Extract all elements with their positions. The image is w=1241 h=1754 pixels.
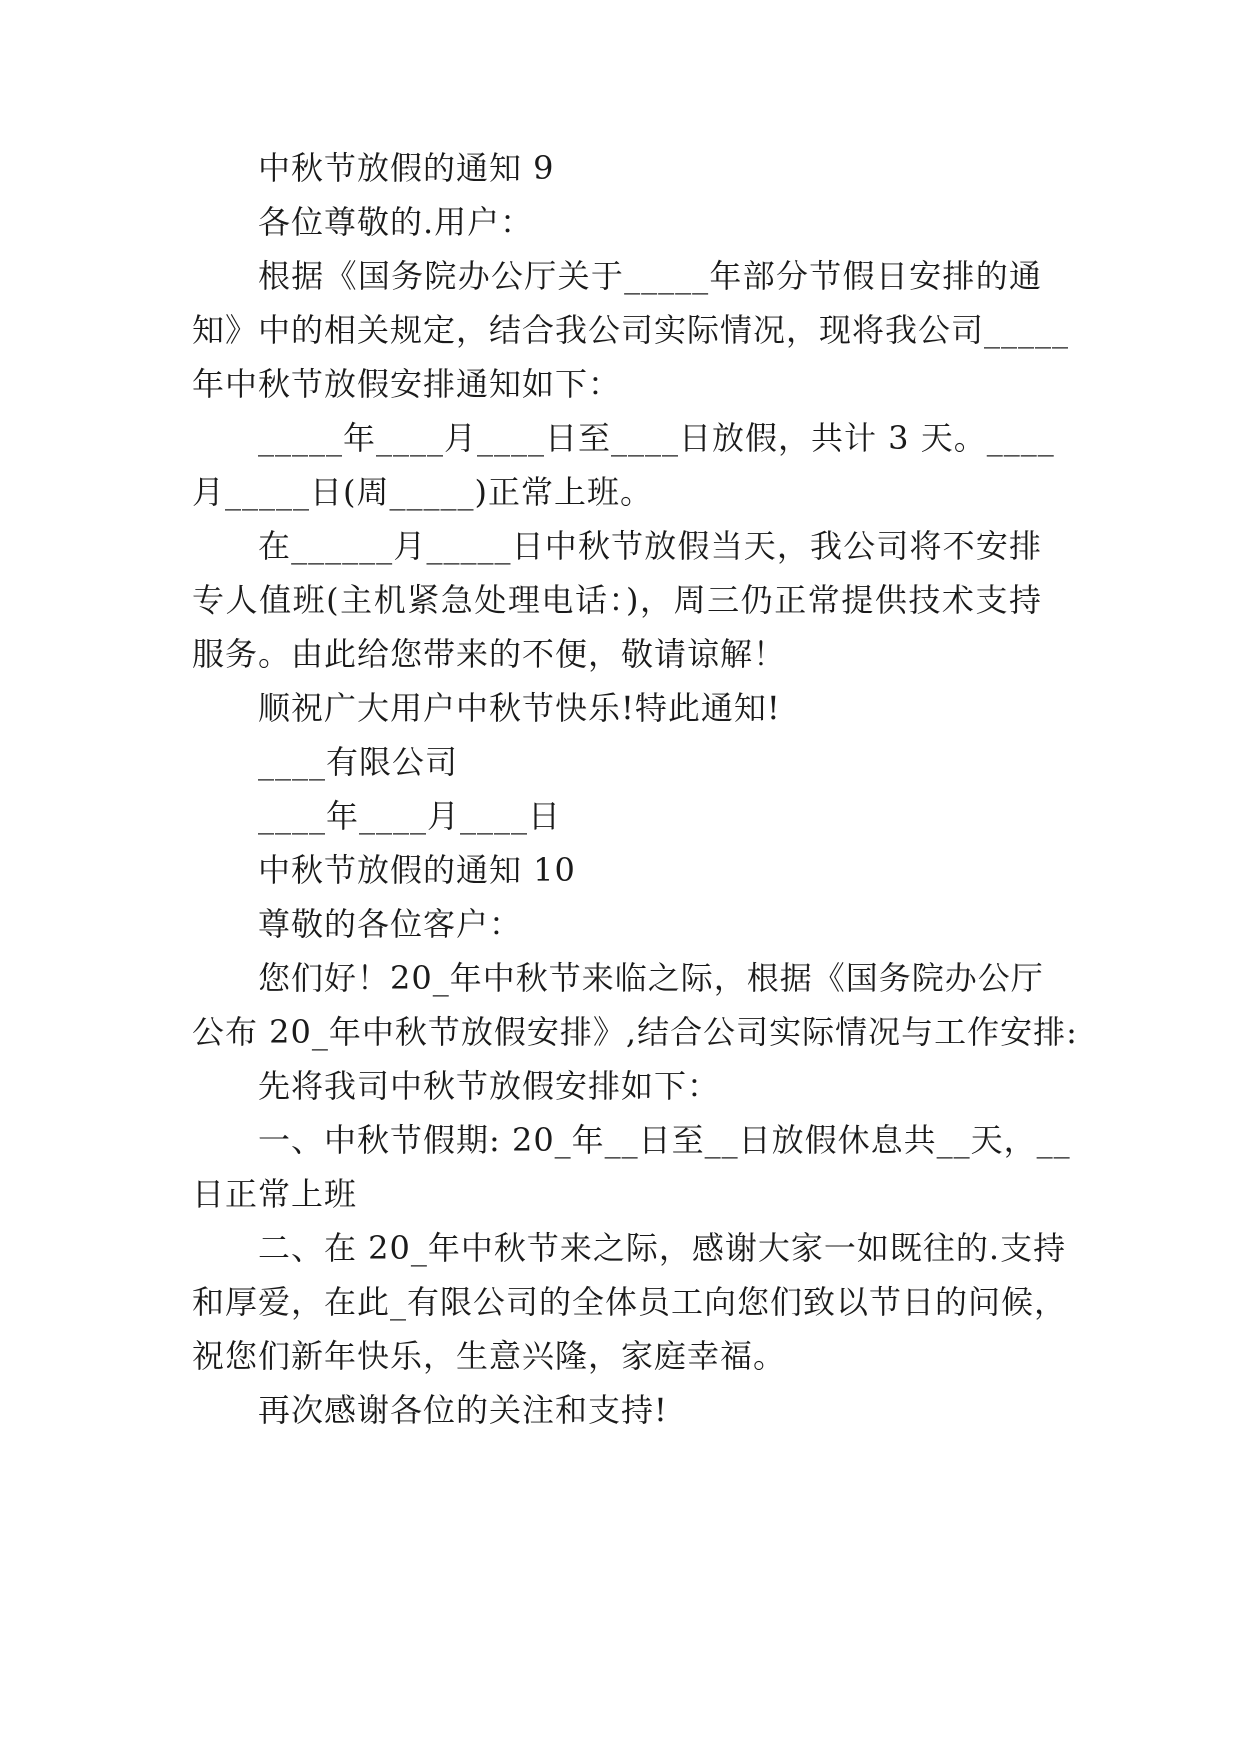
- notice10-greeting: 尊敬的各位客户：: [258, 905, 523, 943]
- notice10-para2: 先将我司中秋节放假安排如下：: [258, 1067, 721, 1105]
- notice10-closing: 再次感谢各位的关注和支持!: [258, 1391, 668, 1429]
- notice9-wishes: 顺祝广大用户中秋节快乐!特此通知!: [258, 689, 781, 727]
- notice9-title: 中秋节放假的通知 9: [258, 149, 555, 187]
- notice9-para2-line2: 月_____日(周_____)正常上班。: [192, 473, 653, 511]
- notice9-para1-line3: 年中秋节放假安排通知如下：: [192, 365, 622, 403]
- notice10-item2-line2: 和厚爱，在此_有限公司的全体员工向您们致以节日的问候，: [192, 1283, 1068, 1321]
- notice9-para3-line1: 在______月_____日中秋节放假当天，我公司将不安排: [258, 527, 1042, 565]
- notice9-company: ____有限公司: [258, 743, 459, 781]
- notice10-para1-line2: 公布 20_年中秋节放假安排》,结合公司实际情况与工作安排:: [192, 1013, 1078, 1051]
- notice9-para3-line3: 服务。由此给您带来的不便，敬请谅解！: [192, 635, 787, 673]
- notice9-para2-line1: _____年____月____日至____日放假，共计 3 天。____: [258, 419, 1055, 457]
- notice9-date: ____年____月____日: [258, 797, 562, 835]
- notice10-item1-line2: 日正常上班: [192, 1175, 358, 1213]
- notice10-item1-line1: 一、中秋节假期: 20_年__日至__日放假休息共__天，__: [258, 1121, 1071, 1159]
- notice10-item2-line1: 二、在 20_年中秋节来之际，感谢大家一如既往的.支持: [258, 1229, 1067, 1267]
- notice9-para1-line1: 根据《国务院办公厅关于_____年部分节假日安排的通: [258, 257, 1042, 295]
- notice9-para1-line2: 知》中的相关规定，结合我公司实际情况，现将我公司_____: [192, 311, 1070, 349]
- notice10-title: 中秋节放假的通知 10: [258, 851, 576, 889]
- notice9-para3-line2: 专人值班(主机紧急处理电话：)，周三仍正常提供技术支持: [192, 581, 1042, 619]
- notice10-item2-line3: 祝您们新年快乐，生意兴隆，家庭幸福。: [192, 1337, 787, 1375]
- notice10-para1-line1: 您们好！20_年中秋节来临之际，根据《国务院办公厅: [258, 959, 1044, 997]
- notice9-greeting: 各位尊敬的.用户：: [258, 203, 534, 241]
